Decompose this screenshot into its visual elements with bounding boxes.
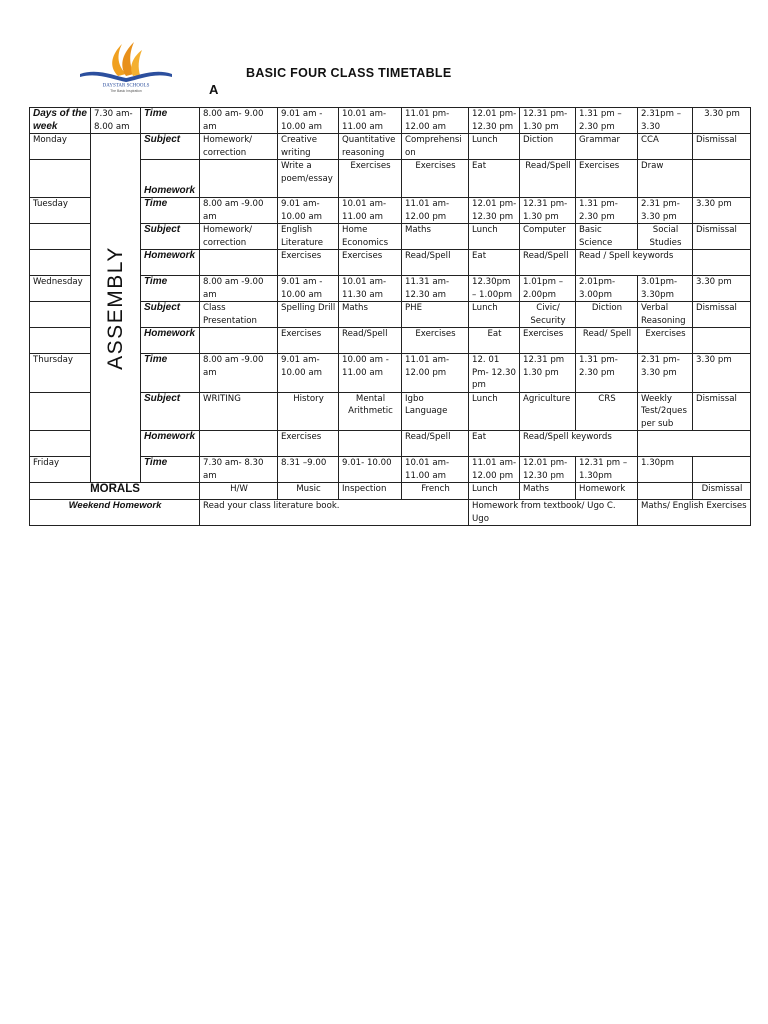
subject-label: Subject: [141, 224, 200, 250]
subject-cell: [638, 483, 693, 500]
homework-label: Homework: [141, 431, 200, 457]
subject-cell: Homework: [576, 483, 638, 500]
homework-cell: [693, 160, 751, 198]
time-cell: 8.31 –9.00: [278, 457, 339, 483]
header-row: [30, 108, 751, 134]
homework-cell: Exercises: [278, 431, 339, 457]
friday-subject-row: [30, 483, 751, 500]
time-cell: 12.01 pm- 12.30 pm: [520, 457, 576, 483]
subject-cell: English Literature: [278, 224, 339, 250]
homework-cell: Exercises: [278, 250, 339, 276]
subject-cell: Maths: [402, 224, 469, 250]
period-cell: 9.01 am - 10.00 am: [278, 108, 339, 134]
subject-cell: Inspection: [339, 483, 402, 500]
subject-cell: Grammar: [576, 134, 638, 160]
subject-cell: Quantitative reasoning: [339, 134, 402, 160]
subject-cell: Music: [278, 483, 339, 500]
time-cell: 12.31 pm 1.30 pm: [520, 354, 576, 393]
subject-cell: Dismissal: [693, 483, 751, 500]
homework-cell: Exercises: [339, 250, 402, 276]
subject-cell: Dismissal: [693, 224, 751, 250]
homework-cell: Eat: [469, 160, 520, 198]
time-cell: 11.31 am- 12.30 am: [402, 276, 469, 302]
time-cell: 12.01 pm- 12.30 pm: [469, 198, 520, 224]
subject-label: Subject: [141, 134, 200, 160]
homework-cell: Exercises: [339, 160, 402, 198]
subject-label: Subject: [141, 392, 200, 431]
homework-cell: [200, 328, 278, 354]
subject-cell: Weekly Test/2ques per sub: [638, 392, 693, 431]
time-cell: 12. 01 Pm- 12.30 pm: [469, 354, 520, 393]
subject-cell: Basic Science: [576, 224, 638, 250]
time-cell: 11.01 am- 12.00 pm: [469, 457, 520, 483]
day-label-monday: Monday: [30, 134, 91, 160]
time-cell: 2.31 pm- 3.30 pm: [638, 354, 693, 393]
period-cell: 8.00 am- 9.00 am: [200, 108, 278, 134]
subject-cell: Lunch: [469, 392, 520, 431]
time-cell: 9.01- 10.00: [339, 457, 402, 483]
svg-text:The Basic Inspiration: The Basic Inspiration: [110, 89, 142, 93]
time-cell: 12.30pm – 1.00pm: [469, 276, 520, 302]
subject-cell: Civic/ Security: [520, 302, 576, 328]
time-cell: 1.01pm – 2.00pm: [520, 276, 576, 302]
subject-cell: Lunch: [469, 134, 520, 160]
homework-cell: Read/Spell: [520, 250, 576, 276]
time-label: Time: [141, 354, 200, 393]
time-cell: 3.01pm- 3.30pm: [638, 276, 693, 302]
time-label: Time: [141, 276, 200, 302]
period-cell: 10.01 am- 11.00 am: [339, 108, 402, 134]
homework-cell: Draw: [638, 160, 693, 198]
subject-cell: Computer: [520, 224, 576, 250]
homework-label: Homework: [141, 160, 200, 198]
homework-cell: [693, 250, 751, 276]
homework-cell: Read/Spell: [402, 431, 469, 457]
subject-cell: French: [402, 483, 469, 500]
time-cell: [693, 457, 751, 483]
day-label-thursday: Thursday: [30, 354, 91, 393]
homework-label: Homework: [141, 250, 200, 276]
homework-cell: Write a poem/essay: [278, 160, 339, 198]
time-cell: 10.01 am- 11.00 am: [402, 457, 469, 483]
assembly-label: ASSEMBLY: [103, 246, 127, 370]
time-cell: 1.30pm: [638, 457, 693, 483]
subject-cell: Comprehension: [402, 134, 469, 160]
homework-cell: [638, 431, 751, 457]
homework-cell: Read/Spell: [402, 250, 469, 276]
empty-cell: [30, 250, 91, 276]
weekend-label: Weekend Homework: [30, 500, 200, 526]
subject-cell: Creative writing: [278, 134, 339, 160]
day-label-friday: Friday: [30, 457, 91, 483]
subject-cell: WRITING: [200, 392, 278, 431]
period-cell: 1.31 pm – 2.30 pm: [576, 108, 638, 134]
time-cell: 9.01 am- 10.00 am: [278, 354, 339, 393]
subject-cell: CRS: [576, 392, 638, 431]
time-cell: 10.01 am- 11.30 am: [339, 276, 402, 302]
assembly-column: [91, 134, 141, 483]
time-cell: 9.01 am - 10.00 am: [278, 276, 339, 302]
time-cell: 11.01 am- 12.00 pm: [402, 198, 469, 224]
subject-cell: Diction: [576, 302, 638, 328]
homework-cell: Read/Spell: [520, 160, 576, 198]
time-cell: 1.31 pm- 2.30 pm: [576, 198, 638, 224]
time-cell: 10.01 am- 11.00 am: [339, 198, 402, 224]
time-cell: 3.30 pm: [693, 198, 751, 224]
subject-cell: Mental Arithmetic: [339, 392, 402, 431]
homework-cell: Exercises: [278, 328, 339, 354]
assembly-time: 7.30 am- 8.00 am: [91, 108, 141, 134]
subject-cell: Agriculture: [520, 392, 576, 431]
homework-cell: Eat: [469, 431, 520, 457]
time-cell: 9.01 am- 10.00 am: [278, 198, 339, 224]
subject-label: Subject: [141, 302, 200, 328]
homework-cell: Exercises: [402, 328, 469, 354]
empty-cell: [30, 392, 91, 431]
homework-cell: [200, 160, 278, 198]
time-cell: 10.00 am - 11.00 am: [339, 354, 402, 393]
daystar-schools-logo: [78, 38, 174, 94]
subject-cell: Maths: [339, 302, 402, 328]
subject-cell: Spelling Drill: [278, 302, 339, 328]
homework-cell: Eat: [469, 250, 520, 276]
subject-cell: Social Studies: [638, 224, 693, 250]
time-cell: 7.30 am- 8.30 am: [200, 457, 278, 483]
time-cell: 2.01pm- 3.00pm: [576, 276, 638, 302]
subject-cell: H/W: [200, 483, 278, 500]
subject-cell: Verbal Reasoning: [638, 302, 693, 328]
homework-cell: Read/ Spell: [576, 328, 638, 354]
time-cell: 3.30 pm: [693, 276, 751, 302]
subject-cell: Lunch: [469, 483, 520, 500]
time-cell: 1.31 pm- 2.30 pm: [576, 354, 638, 393]
time-cell: 3.30 pm: [693, 354, 751, 393]
homework-cell: Eat: [469, 328, 520, 354]
subject-cell: Homework/ correction: [200, 224, 278, 250]
homework-cell: Read/Spell keywords: [520, 431, 638, 457]
homework-cell: Exercises: [520, 328, 576, 354]
period-cell: 12.31 pm- 1.30 pm: [520, 108, 576, 134]
empty-cell: [30, 328, 91, 354]
empty-cell: [30, 224, 91, 250]
class-letter: A: [209, 82, 219, 97]
time-cell: 11.01 am- 12.00 pm: [402, 354, 469, 393]
subject-cell: Dismissal: [693, 392, 751, 431]
subject-cell: Igbo Language: [402, 392, 469, 431]
homework-cell: Exercises: [576, 160, 638, 198]
subject-cell: Dismissal: [693, 134, 751, 160]
time-cell: 12.31 pm- 1.30 pm: [520, 198, 576, 224]
homework-cell: Exercises: [638, 328, 693, 354]
empty-cell: [30, 160, 91, 198]
subject-cell: Homework/ correction: [200, 134, 278, 160]
homework-cell: Read / Spell keywords: [576, 250, 693, 276]
subject-cell: History: [278, 392, 339, 431]
homework-label: Homework: [141, 328, 200, 354]
time-cell: 12.31 pm – 1.30pm: [576, 457, 638, 483]
subject-cell: PHE: [402, 302, 469, 328]
timetable: [29, 107, 751, 526]
weekend-row: [30, 500, 751, 526]
svg-text:DAYSTAR SCHOOLS: DAYSTAR SCHOOLS: [102, 83, 150, 89]
days-label: Days of the week: [30, 108, 91, 134]
subject-cell: CCA: [638, 134, 693, 160]
subject-cell: Maths: [520, 483, 576, 500]
subject-cell: Diction: [520, 134, 576, 160]
homework-cell: [339, 431, 402, 457]
period-cell: 11.01 pm- 12.00 am: [402, 108, 469, 134]
homework-cell: [200, 250, 278, 276]
period-cell: 2.31pm – 3.30: [638, 108, 693, 134]
monday-subject-row: [30, 134, 751, 160]
homework-cell: Exercises: [402, 160, 469, 198]
time-label: Time: [141, 457, 200, 483]
time-label: Time: [141, 198, 200, 224]
homework-cell: [200, 431, 278, 457]
subject-cell: Class Presentation: [200, 302, 278, 328]
time-cell: 8.00 am -9.00 am: [200, 198, 278, 224]
homework-cell: [693, 328, 751, 354]
morals-label: MORALS: [30, 483, 200, 500]
time-cell: 2.31 pm- 3.30 pm: [638, 198, 693, 224]
day-label-tuesday: Tuesday: [30, 198, 91, 224]
subject-cell: Dismissal: [693, 302, 751, 328]
page-title: BASIC FOUR CLASS TIMETABLE: [246, 66, 452, 80]
time-cell: 8.00 am -9.00 am: [200, 276, 278, 302]
weekend-item: Homework from textbook/ Ugo C. Ugo: [469, 500, 638, 526]
subject-cell: Home Economics: [339, 224, 402, 250]
subject-cell: Lunch: [469, 224, 520, 250]
weekend-item: Maths/ English Exercises: [638, 500, 751, 526]
time-cell: 8.00 am -9.00 am: [200, 354, 278, 393]
period-cell: 12.01 pm- 12.30 pm: [469, 108, 520, 134]
empty-cell: [30, 302, 91, 328]
day-label-wednesday: Wednesday: [30, 276, 91, 302]
empty-cell: [30, 431, 91, 457]
weekend-item: Read your class literature book.: [200, 500, 469, 526]
subject-cell: Lunch: [469, 302, 520, 328]
period-cell: 3.30 pm: [693, 108, 751, 134]
homework-cell: Read/Spell: [339, 328, 402, 354]
time-label: Time: [141, 108, 200, 134]
